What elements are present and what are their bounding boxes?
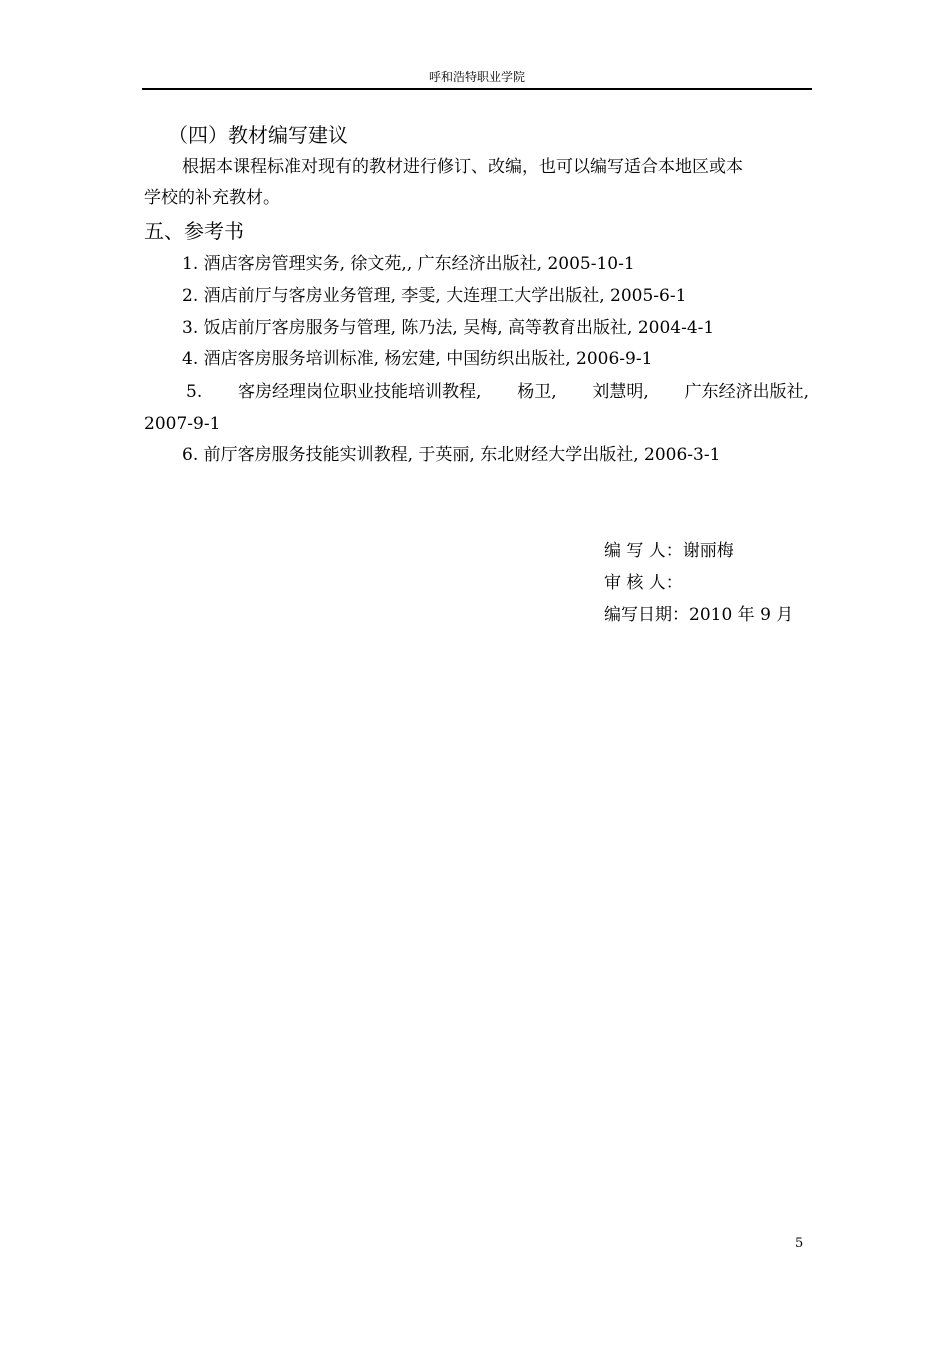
reference-item: 1. 酒店客房管理实务, 徐文苑,, 广东经济出版社, 2005-10-1 bbox=[182, 254, 635, 274]
reference-5-part: 杨卫, bbox=[517, 382, 557, 402]
section-4-heading: （四）教材编写建议 bbox=[168, 123, 348, 147]
header-institution: 呼和浩特职业学院 bbox=[428, 70, 525, 84]
date-value: 2010 年 9 月 bbox=[689, 605, 794, 625]
author-line bbox=[604, 540, 734, 562]
reference-5-part: 客房经理岗位职业技能培训教程, bbox=[238, 382, 482, 402]
reference-5-part: 广东经济出版社, bbox=[684, 382, 809, 402]
reference-5-part: 5. bbox=[186, 382, 203, 402]
section-5-heading: 五、参考书 bbox=[144, 219, 244, 243]
date-line bbox=[604, 604, 793, 626]
author-value: 谢丽梅 bbox=[682, 541, 734, 561]
reference-item: 4. 酒店客房服务培训标准, 杨宏建, 中国纺织出版社, 2006-9-1 bbox=[182, 349, 653, 369]
reference-item-5 bbox=[144, 381, 809, 403]
reference-item: 3. 饭店前厅客房服务与管理, 陈乃法, 吴梅, 高等教育出版社, 2004-4-1 bbox=[182, 318, 715, 338]
reviewer-line bbox=[604, 572, 683, 594]
reference-item: 2. 酒店前厅与客房业务管理, 李雯, 大连理工大学出版社, 2005-6-1 bbox=[182, 286, 687, 306]
header-rule bbox=[142, 88, 812, 90]
reviewer-label: 审 核 人： bbox=[604, 573, 683, 593]
author-label: 编 写 人： bbox=[604, 541, 683, 561]
section-4-paragraph-line-1: 根据本课程标准对现有的教材进行修订、改编，也可以编写适合本地区或本 bbox=[182, 157, 743, 177]
reference-5-part: 刘慧明, bbox=[592, 382, 649, 402]
section-4-paragraph-line-2: 学校的补充教材。 bbox=[144, 188, 280, 208]
page-number: 5 bbox=[795, 1236, 804, 1251]
reference-item: 6. 前厅客房服务技能实训教程, 于英丽, 东北财经大学出版社, 2006-3-1 bbox=[182, 445, 721, 465]
date-label: 编写日期： bbox=[604, 605, 689, 625]
reference-5-continuation: 2007-9-1 bbox=[144, 414, 221, 434]
